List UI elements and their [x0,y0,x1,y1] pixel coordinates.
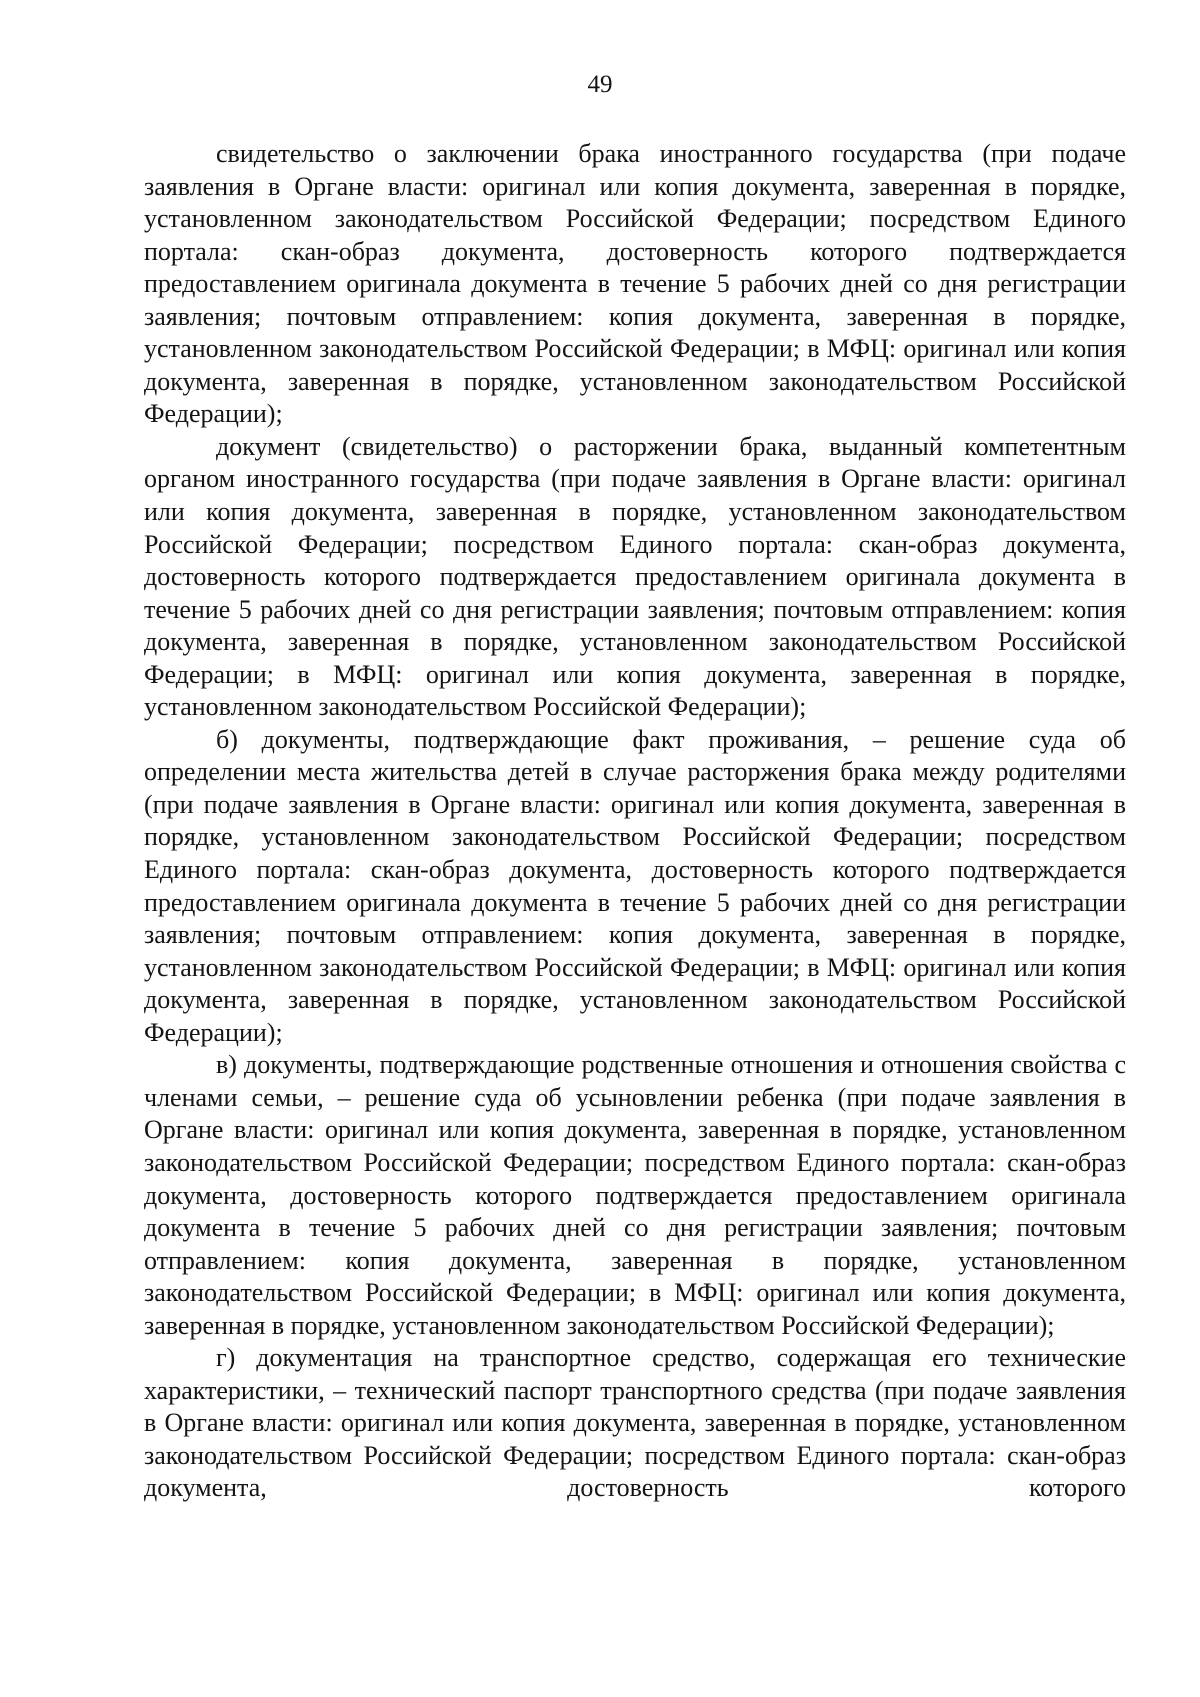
document-body [144,138,1126,1505]
paragraph-marriage-certificate: свидетельство о заключении брака иностранного государства (при подаче заявления в Органе власти: оригинал или копия документа, заверенная в порядке, установленном законодательством Российской Федерации; посредством Единого портала: скан-образ документа, достоверность которого подтверждается предоставлением оригинала документа в течение 5 рабочих дней со дня регистрации заявления; почтовым отправлением: копия документа, заверенная в порядке, установленном законодательством Российской Федерации; в МФЦ: оригинал или копия документа, заверенная в порядке, установленном законодательством Российской Федерации); [144,139,1126,429]
paragraph-family-relation-documents: в) документы, подтверждающие родственные отношения и отношения свойства с членами семьи, – решение суда об усыновлении ребенка (при подаче заявления в Органе власти: оригинал или копия документа, заверенная в порядке, установленном законодательством Российской Федерации; посредством Единого портала: скан-образ документа, достоверность которого подтверждается предоставлением оригинала документа в течение 5 рабочих дней со дня регистрации заявления; почтовым отправлением: копия документа, заверенная в порядке, установленном законодательством Российской Федерации; в МФЦ: оригинал или копия документа, заверенная в порядке, установленном законодательством Российской Федерации); [144,1050,1126,1340]
paragraph-residence-documents: б) документы, подтверждающие факт проживания, – решение суда об определении места жительства детей в случае расторжения брака между родителями (при подаче заявления в Органе власти: оригинал или копия документа, заверенная в порядке, установленном законодательством Российской Федерации; посредством Единого портала: скан-образ документа, достоверность которого подтверждается предоставлением оригинала документа в течение 5 рабочих дней со дня регистрации заявления; почтовым отправлением: копия документа, заверенная в порядке, установленном законодательством Российской Федерации; в МФЦ: оригинал или копия документа, заверенная в порядке, установленном законодательством Российской Федерации); [144,724,1126,1047]
page-number: 49 [587,71,613,98]
paragraph-divorce-document: документ (свидетельство) о расторжении брака, выданный компетентным органом иностранного государства (при подаче заявления в Органе власти: оригинал или копия документа, заверенная в порядке, установленном законодательством Российской Федерации; посредством Единого портала: скан-образ документа, достоверность которого подтверждается предоставлением оригинала документа в течение 5 рабочих дней со дня регистрации заявления; почтовым отправлением: копия документа, заверенная в порядке, установленном законодательством Российской Федерации; в МФЦ: оригинал или копия документа, заверенная в порядке, установленном законодательством Российской Федерации); [144,431,1126,722]
paragraph-vehicle-documents: г) документация на транспортное средство, содержащая его технические характеристики, – технический паспорт транспортного средства (при подаче заявления в Органе власти: оригинал или копия документа, заверенная в порядке, установленном законодательством Российской Федерации; посредством Единого портала: скан-образ документа, достоверность которого [144,1343,1126,1503]
